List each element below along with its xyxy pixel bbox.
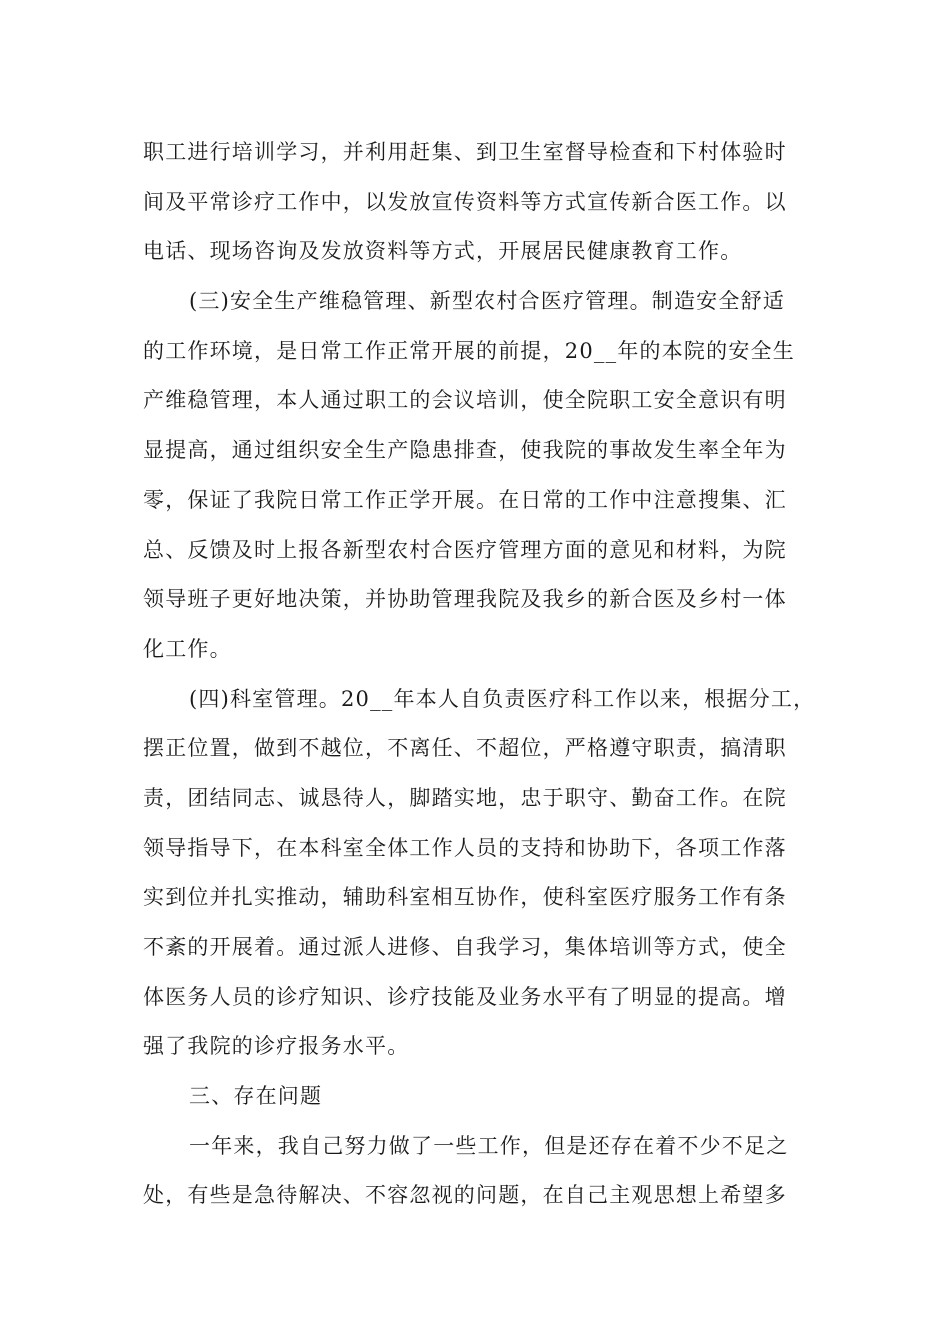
text-line: 体医务人员的诊疗知识、诊疗技能及业务水平有了明显的提高。增 [143,984,787,1009]
text-line: 领导指导下，在本科室全体工作人员的支持和协助下，各项工作落 [143,835,787,860]
document-body [143,128,833,1221]
text-line: 职工进行培训学习，并利用赶集、到卫生室督导检查和下村体验时 [143,140,787,164]
text-line: 电话、现场咨询及发放资料等方式，开展居民健康教育工作。 [143,239,743,264]
text-line: 显提高，通过组织安全生产隐患排查，使我院的事故发生率全年为 [143,438,787,463]
paragraph-start-line: 一年来，我自己努力做了一些工作，但是还存在着不少不足之 [189,1133,789,1158]
paragraph-start-line: (三)安全生产维稳管理、新型农村合医疗管理。制造安全舒适 [189,289,785,314]
text-line: 不紊的开展着。通过派人进修、自我学习，集体培训等方式，使全 [143,935,787,959]
text-line: 总、反馈及时上报各新型农村合医疗管理方面的意见和材料，为院 [143,537,787,562]
text-line: 间及平常诊疗工作中，以发放宣传资料等方式宣传新合医工作。以 [143,189,787,214]
paragraph-start-line: (四)科室管理。20__年本人自负责医疗科工作以来，根据分工， [189,686,816,711]
text-line: 零，保证了我院日常工作正学开展。在日常的工作中注意搜集、汇 [143,487,787,512]
text-line: 领导班子更好地决策，并协助管理我院及我乡的新合医及乡村一体 [143,587,787,612]
text-line: 摆正位置，做到不越位，不离任、不超位，严格遵守职责，搞清职 [143,736,787,761]
text-line: 实到位并扎实推动，辅助科室相互协作，使科室医疗服务工作有条 [143,885,787,910]
text-line: 的工作环境，是日常工作正常开展的前提，20__年的本院的安全生 [143,338,795,363]
section-heading: 三、存在问题 [189,1084,323,1109]
text-line: 责，团结同志、诚恳待人，脚踏实地，忠于职守、勤奋工作。在院 [143,785,787,810]
text-line: 产维稳管理，本人通过职工的会议培训，使全院职工安全意识有明 [143,388,787,413]
text-line: 强了我院的诊疗报务水平。 [143,1034,410,1059]
text-line: 化工作。 [143,636,232,661]
text-line: 处，有些是急待解决、不容忽视的问题，在自己主观思想上希望多 [143,1183,787,1208]
